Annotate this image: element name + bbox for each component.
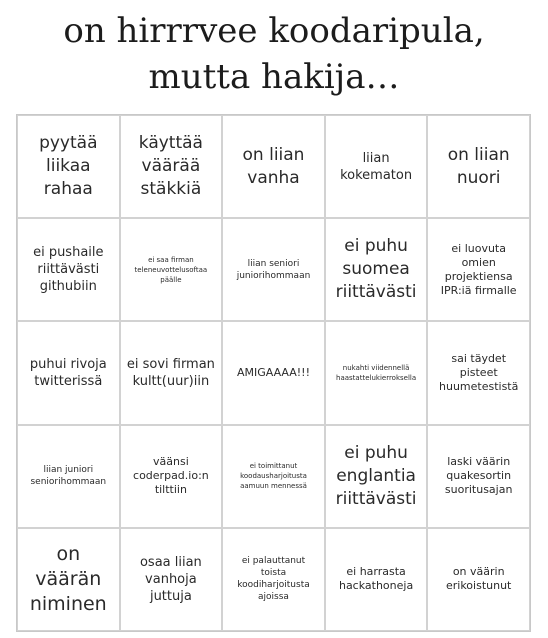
bingo-cell-text: ei pushaile riittävästi githubiin xyxy=(33,245,104,295)
bingo-cell-text: on liian vanha xyxy=(242,144,305,188)
bingo-grid xyxy=(16,114,531,632)
bingo-cell xyxy=(223,219,324,320)
bingo-cell xyxy=(18,426,119,527)
bingo-cell xyxy=(326,322,427,423)
bingo-cell-text: ei puhu suomea riittävästi xyxy=(335,236,417,303)
bingo-cell-text: liian kokematon xyxy=(340,150,413,183)
bingo-cell-text: AMIGAAAA!!! xyxy=(236,365,310,379)
bingo-cell-text: ei palauttanut toista koodiharjoitusta ajoissa xyxy=(237,556,310,603)
bingo-cell xyxy=(121,219,222,320)
bingo-cell xyxy=(121,322,222,423)
bingo-cell xyxy=(121,116,222,217)
bingo-cell xyxy=(326,116,427,217)
bingo-cell xyxy=(326,219,427,320)
bingo-cell xyxy=(223,426,324,527)
bingo-cell-text: ei toimittanut koodausharjoitusta aamuun mennessä xyxy=(240,462,307,491)
bingo-cell xyxy=(428,426,529,527)
bingo-cell-text: on liian nuori xyxy=(447,144,510,188)
bingo-cell xyxy=(428,116,529,217)
bingo-cell xyxy=(121,426,222,527)
bingo-cell xyxy=(428,219,529,320)
bingo-cell-text: sai täydet pisteet huumetestistä xyxy=(439,351,519,393)
bingo-cell-text: ei harrasta hackathoneja xyxy=(338,565,414,593)
bingo-cell xyxy=(428,529,529,630)
bingo-cell-text: ei luovuta omien projektiensa IPR:iä firmalle xyxy=(440,241,517,297)
bingo-cell-text: liian seniori juniorihommaan xyxy=(236,258,311,281)
page-title xyxy=(0,8,548,100)
bingo-cell-text: väänsi coderpad.io:n tilttiin xyxy=(133,455,209,497)
bingo-cell-text: pyytää liikaa rahaa xyxy=(39,133,98,200)
title-line-2: mutta hakija… xyxy=(148,57,400,97)
bingo-cell-text: puhui rivoja twitterissä xyxy=(29,356,107,389)
bingo-cell-text: on väärän niminen xyxy=(29,542,107,615)
bingo-cell-text: ei puhu englantia riittävästi xyxy=(335,442,417,509)
bingo-cell-text: laski väärin quakesortin suoritusajan xyxy=(444,455,513,497)
title-line-1: on hirrrvee koodaripula, xyxy=(63,11,485,51)
bingo-cell-text: käyttää väärää stäkkiä xyxy=(138,133,203,200)
bingo-cell-text: liian juniori seniorihommaan xyxy=(30,465,107,488)
bingo-cell xyxy=(18,116,119,217)
bingo-cell-text: ei saa firman teleneuvottelusoftaa päälle xyxy=(134,255,208,284)
bingo-cell xyxy=(326,529,427,630)
bingo-cell xyxy=(223,529,324,630)
bingo-cell xyxy=(18,529,119,630)
bingo-cell-text: ei sovi firman kultt(uur)iin xyxy=(126,356,215,389)
bingo-cell xyxy=(18,219,119,320)
bingo-cell xyxy=(223,322,324,423)
bingo-cell xyxy=(326,426,427,527)
bingo-cell xyxy=(428,322,529,423)
bingo-cell xyxy=(121,529,222,630)
bingo-cell-text: nukahti viidennellä haastattelukierroksella xyxy=(336,363,417,382)
bingo-cell xyxy=(223,116,324,217)
bingo-cell xyxy=(18,322,119,423)
bingo-cell-text: osaa liian vanhoja juttuja xyxy=(139,554,202,604)
bingo-cell-text: on väärin erikoistunut xyxy=(445,565,512,593)
